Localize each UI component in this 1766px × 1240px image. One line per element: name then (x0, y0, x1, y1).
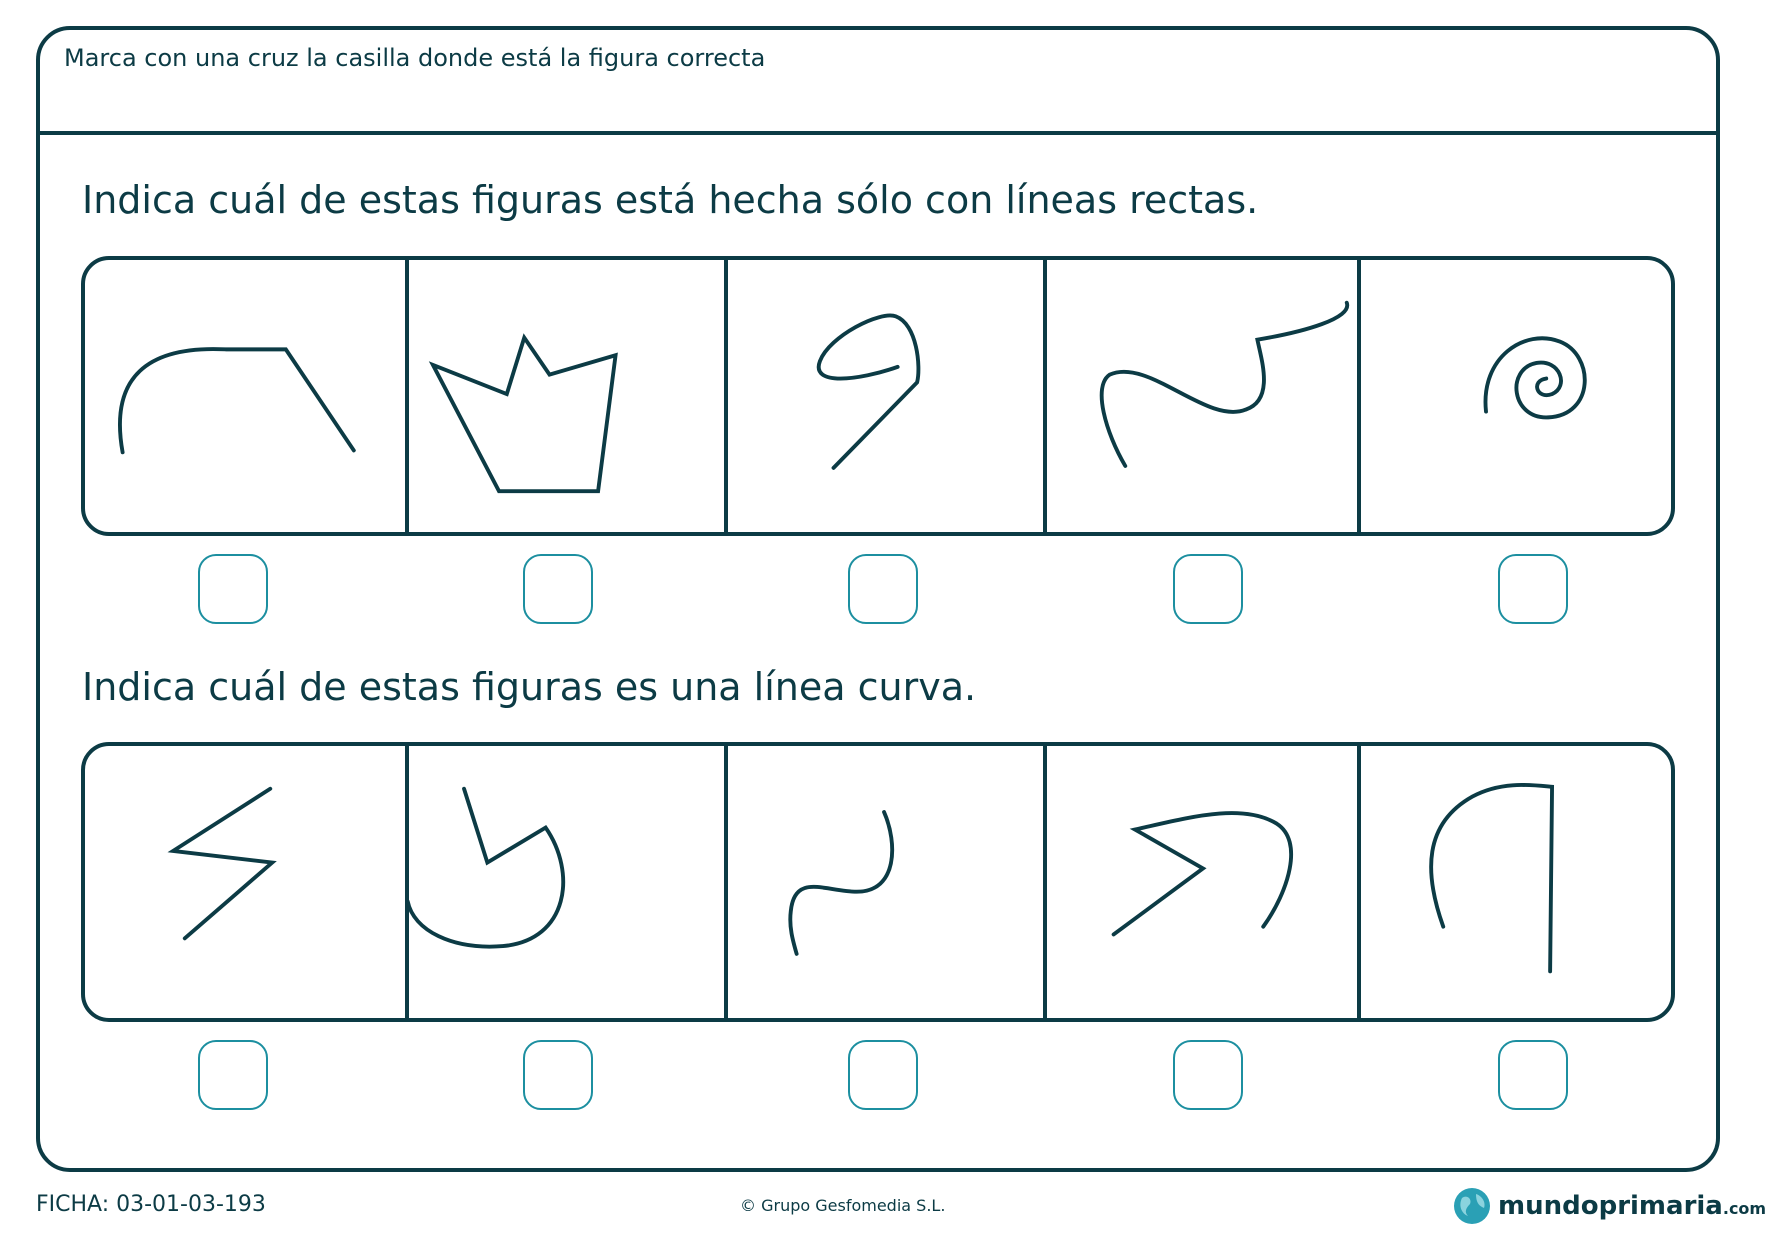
answer-checkbox-1-3[interactable] (848, 554, 918, 624)
figure-zigzag (85, 746, 406, 1018)
figure-loop-and-line (728, 260, 1044, 532)
answer-checkbox-1-1[interactable] (198, 554, 268, 624)
figure-s-curve (728, 746, 1044, 1018)
question-2: Indica cuál de estas figuras es una línea curva. (82, 665, 977, 709)
site-logo (1452, 1186, 1766, 1226)
figure-curve-and-straight (1361, 746, 1679, 1018)
answer-checkbox-2-2[interactable] (523, 1040, 593, 1110)
figure-angle-and-curve (1047, 746, 1358, 1018)
figure-strip-1 (81, 256, 1675, 536)
question-1: Indica cuál de estas figuras está hecha sólo con líneas rectas. (82, 178, 1259, 222)
answer-checkbox-2-3[interactable] (848, 1040, 918, 1110)
header-divider (36, 131, 1720, 135)
figure-crown-polygon (409, 260, 725, 532)
answer-checkbox-1-5[interactable] (1498, 554, 1568, 624)
figure-curve-with-angle (409, 746, 725, 1018)
figure-strip-2 (81, 742, 1675, 1022)
answer-checkbox-2-1[interactable] (198, 1040, 268, 1110)
logo-main-text: mundoprimaria (1498, 1191, 1723, 1221)
answer-checkbox-2-4[interactable] (1173, 1040, 1243, 1110)
answer-checkbox-1-4[interactable] (1173, 554, 1243, 624)
answer-checkbox-2-5[interactable] (1498, 1040, 1568, 1110)
figure-spiral (1361, 260, 1679, 532)
figure-arc-and-line (85, 260, 406, 532)
figure-wavy-line (1047, 260, 1358, 532)
copyright-text: © Grupo Gesfomedia S.L. (740, 1196, 946, 1215)
globe-icon (1452, 1186, 1492, 1226)
ficha-code: FICHA: 03-01-03-193 (36, 1192, 266, 1217)
instruction-text: Marca con una cruz la casilla donde está la figura correcta (64, 44, 766, 72)
logo-suffix-text: .com (1722, 1199, 1766, 1218)
answer-checkbox-1-2[interactable] (523, 554, 593, 624)
